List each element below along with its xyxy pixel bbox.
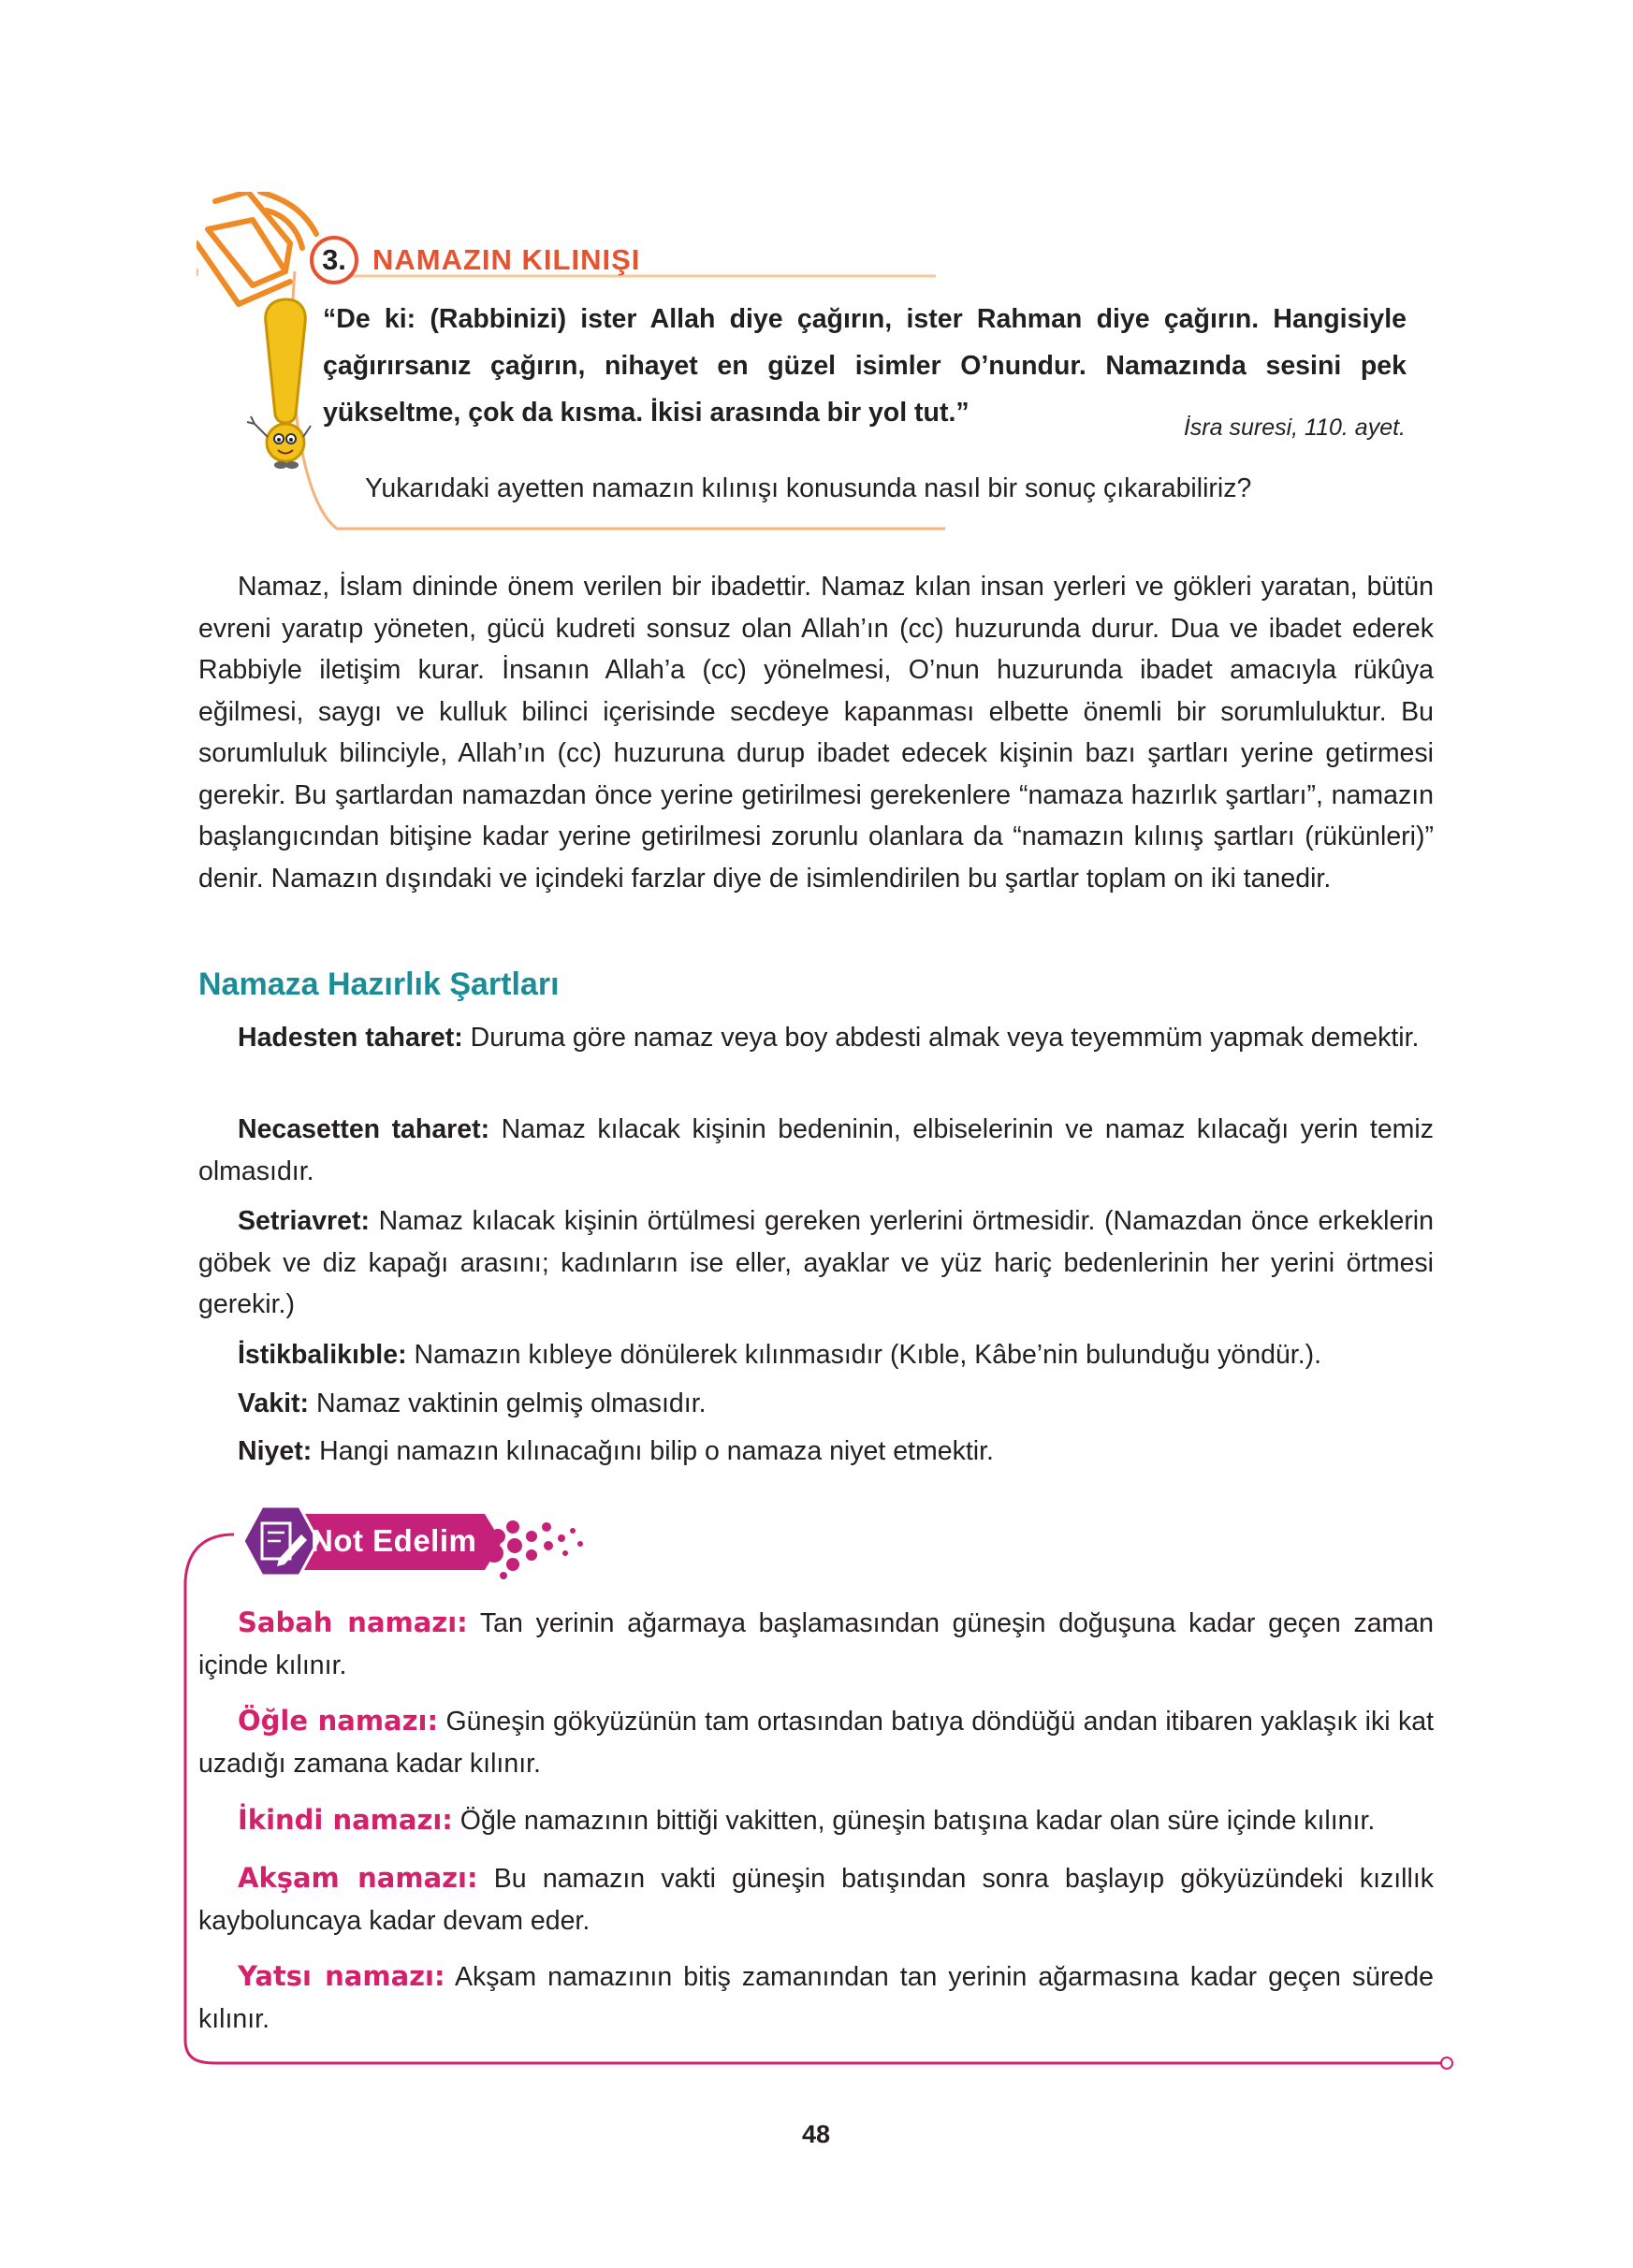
note-text: Akşam namazının bitiş zamanından tan yerinin ağarmasına kadar geçen sürede kılınır. xyxy=(198,1962,1434,2034)
note-item xyxy=(198,1857,1434,1942)
intro-paragraph: Namaz, İslam dininde önem verilen bir ibadettir. Namaz kılan insan yerleri ve gökleri yaratan, bütün evreni yaratıp yöneten, gücü kudreti sonsuz olan Allah’ın (cc) huzurunda durur. Dua ve ibadet ederek Rabbiyle iletişim kurar. İnsanın Allah’a (cc) yönelmesi, O’nun huzurunda ibadet amacıyla rükûya eğilmesi, saygı ve kulluk bilinci içerisinde secdeye kapanması elbette önemli bir sorumluluktur. Bu sorumluluk bilinciyle, Allah’ın (cc) huzuruna durup ibadet edecek kişinin bazı şartları yerine getirmesi gerekir. Bu şartlardan namazdan önce yerine getirilmesi gerekenlere “namaza hazırlık şartları”, namazın başlangıcından bitişine kadar yerine getirilmesi zorunlu olanlara da “namazın kılınış şartları (rükünleri)” denir. Namazın dışındaki ve içindeki farzlar diye de isimlendirilen bu şartlar toplam on iki tanedir. xyxy=(198,572,1434,894)
condition-item xyxy=(198,1109,1434,1192)
note-text: Bu namazın vakti güneşin batışından sonra başlayıp gökyüzündeki kızıllık kayboluncaya kadar devam eder. xyxy=(198,1864,1434,1936)
condition-text: Namaz kılacak kişinin bedeninin, elbiselerinin ve namaz kılacağı yerin temiz olmasıdır. xyxy=(198,1114,1434,1186)
condition-item xyxy=(198,1383,1434,1425)
condition-item xyxy=(198,1017,1434,1059)
note-label: Akşam namazı: xyxy=(238,1862,478,1894)
note-text: Öğle namazının bittiği vakitten, güneşin batışına kadar olan süre içinde kılınır. xyxy=(452,1806,1376,1836)
condition-term: Vakit: xyxy=(238,1388,310,1418)
condition-text: Hangi namazın kılınacağını bilip o namaza niyet etmektir. xyxy=(312,1436,994,1466)
verse-quote: “De ki: (Rabbinizi) ister Allah diye çağırın, ister Rahman diye çağırın. Hangisiyle çağırırsanız çağırın, nihayet en güzel isimler O’nundur. Namazında sesini pek yükseltme, çok da kısma. İkisi arasında bir yol tut.” xyxy=(323,304,1407,428)
note-item xyxy=(198,1955,1434,2041)
note-text: Güneşin gökyüzünün tam ortasından batıya döndüğü andan itibaren yaklaşık iki kat uzadığı zamana kadar kılınır. xyxy=(198,1707,1434,1779)
page-number: 48 xyxy=(801,2120,831,2148)
subheading-preparation: Namaza Hazırlık Şartları xyxy=(198,967,560,1002)
condition-item xyxy=(198,1200,1434,1326)
note-text: Tan yerinin ağarmaya başlamasından güneşin doğuşuna kadar geçen zaman içinde kılınır. xyxy=(198,1608,1434,1680)
note-label: Sabah namazı: xyxy=(238,1606,468,1638)
section-number: 3. xyxy=(322,243,346,276)
note-frame-end-dot xyxy=(1441,2057,1452,2069)
verse-source: İsra suresi, 110. ayet. xyxy=(1183,414,1406,441)
dots-decoration-icon xyxy=(485,1520,583,1579)
condition-item xyxy=(198,1334,1434,1376)
section-title: NAMAZIN KILINIŞI xyxy=(372,243,641,276)
note-label: Yatsı namazı: xyxy=(238,1960,445,1992)
note-label: İkindi namazı: xyxy=(238,1804,453,1836)
condition-text: Duruma göre namaz veya boy abdesti almak veya teyemmüm yapmak demektir. xyxy=(462,1023,1420,1053)
exclamation-character-icon xyxy=(247,299,311,469)
note-item xyxy=(198,1602,1434,1687)
note-title: Not Edelim xyxy=(311,1523,477,1558)
note-item xyxy=(198,1799,1434,1842)
book-icon xyxy=(197,192,316,304)
condition-text: Namaz vaktinin gelmiş olmasıdır. xyxy=(309,1388,707,1418)
condition-text: Namaz kılacak kişinin örtülmesi gereken yerlerini örtmesidir. (Namazdan önce erkeklerin göbek ve diz kapağı arasını; kadınların ise eller, ayaklar ve yüz hariç bedenlerinin her yerini örtmesi gerekir.) xyxy=(198,1206,1434,1319)
reflection-question: Yukarıdaki ayetten namazın kılınışı konusunda nasıl bir sonuç çıkarabiliriz? xyxy=(365,473,1252,503)
condition-text: Namazın kıbleye dönülerek kılınmasıdır (Kıble, Kâbe’nin bulunduğu yöndür.). xyxy=(406,1340,1322,1370)
condition-term: Setriavret: xyxy=(238,1206,370,1236)
condition-term: Hadesten taharet: xyxy=(238,1023,463,1053)
condition-term: İstikbalikıble: xyxy=(238,1340,407,1370)
note-label: Öğle namazı: xyxy=(238,1705,439,1737)
condition-term: Niyet: xyxy=(238,1436,313,1466)
condition-item xyxy=(198,1431,1434,1473)
note-item xyxy=(198,1700,1434,1785)
condition-term: Necasetten taharet: xyxy=(238,1114,490,1144)
